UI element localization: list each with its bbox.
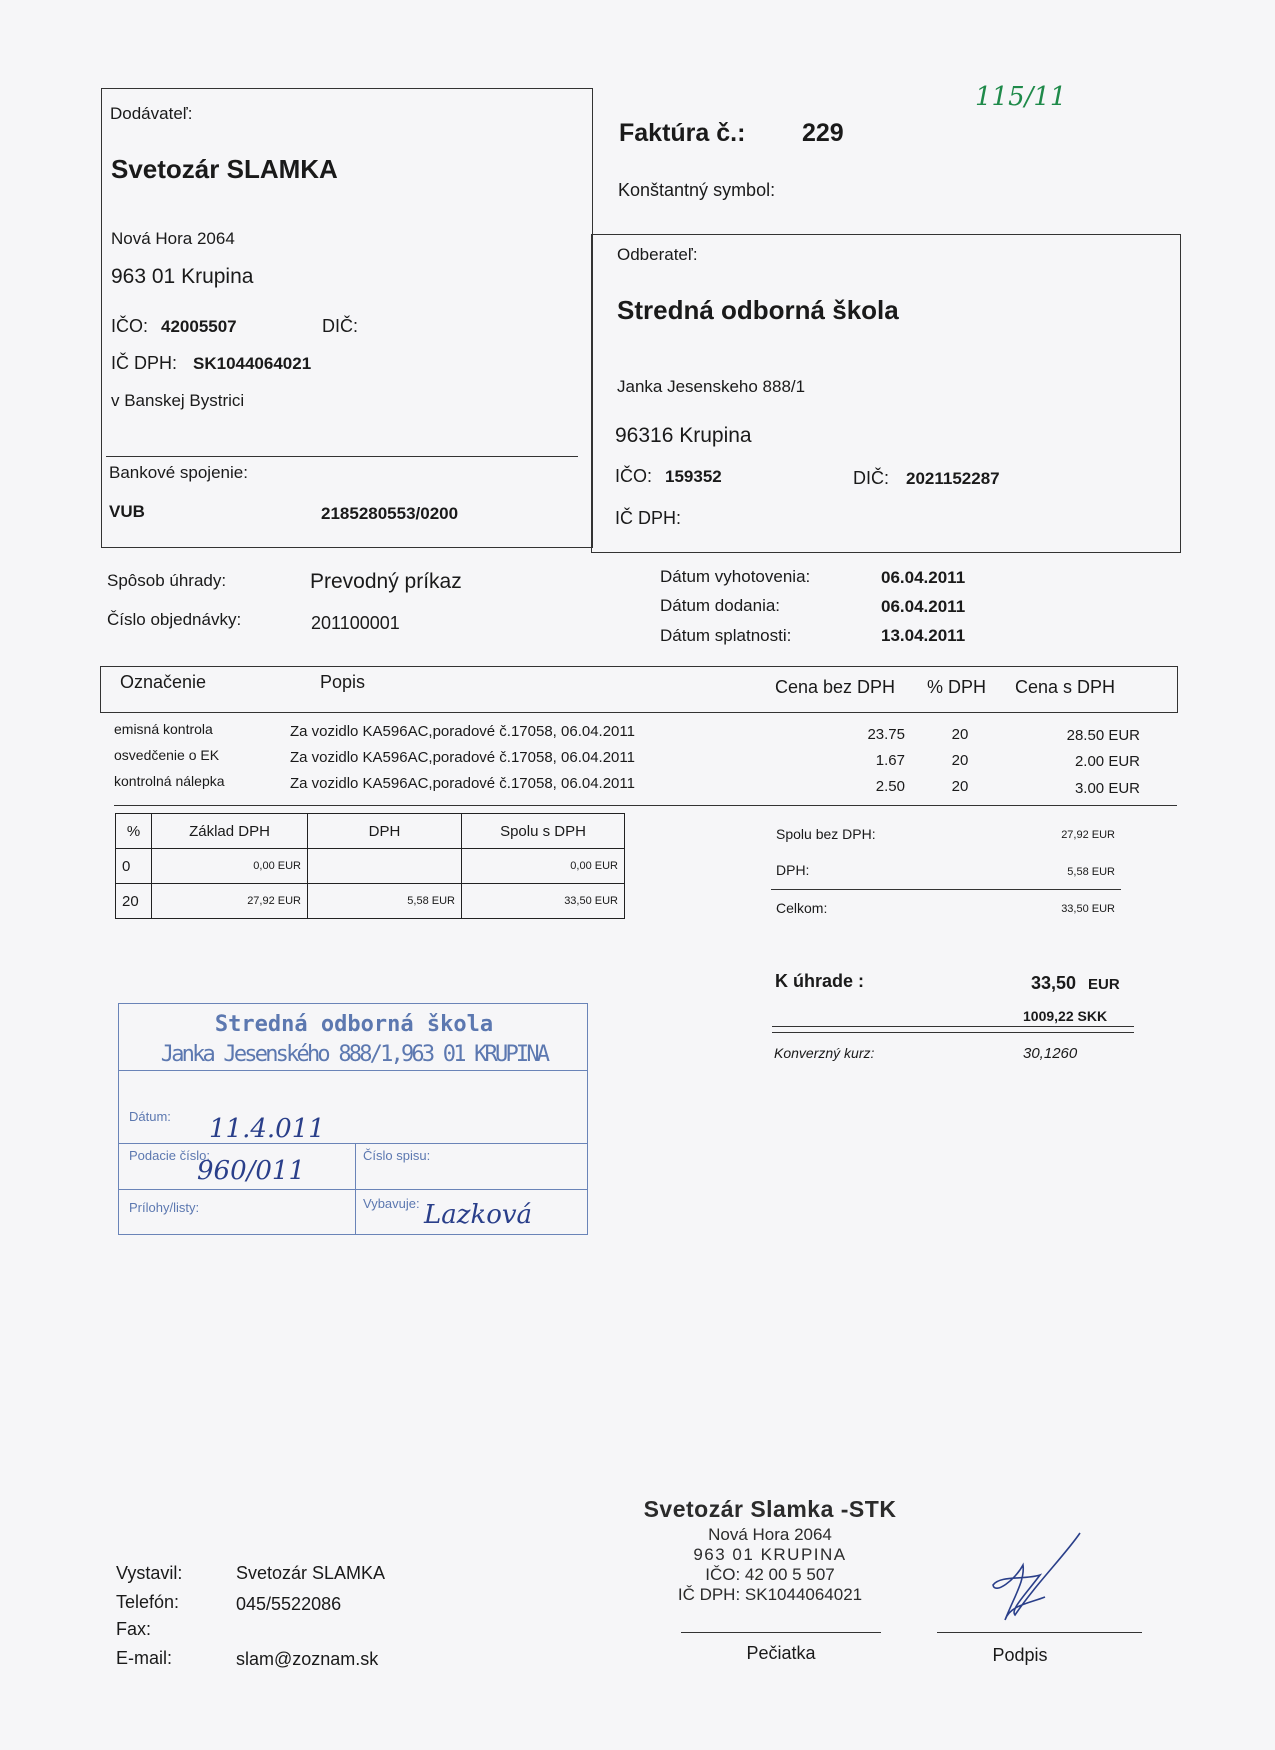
vat-total-label: DPH: (776, 862, 810, 878)
customer-street: Janka Jesenskeho 888/1 (617, 377, 806, 396)
net-total: 27,92 EUR (1061, 829, 1115, 841)
issued-by-label: Vystavil: (116, 1563, 183, 1583)
order-number-label: Číslo objednávky: (107, 610, 242, 629)
delivery-date: 06.04.2011 (881, 597, 966, 616)
supplier-label: Dodávateľ: (110, 104, 193, 123)
vat-header-pct: % (116, 814, 152, 849)
amount-due-label: K úhrade : (775, 971, 865, 991)
bank-name: VUB (109, 502, 145, 521)
item-desc: Za vozidlo KA596AC,poradové č.17058, 06.04.2011 (290, 749, 635, 766)
email: slam@zoznam.sk (236, 1649, 379, 1669)
supplier-ico-label: IČO: (111, 316, 149, 336)
vat-row-pct: 20 (116, 884, 152, 919)
signature-mark (985, 1525, 1085, 1630)
customer-dic-label: DIČ: (853, 468, 889, 488)
seal-icdph: IČ DPH: SK1044064021 (677, 1585, 863, 1604)
conversion-rate: 30,1260 (1023, 1045, 1078, 1062)
signature-line (937, 1632, 1142, 1633)
customer-name: Stredná odborná škola (617, 295, 899, 325)
seal-ico: IČO: 42 00 5 507 (705, 1565, 835, 1584)
stamp-reg-label: Podacie číslo: (129, 1148, 210, 1163)
amount-due-currency: EUR (1088, 976, 1120, 993)
customer-dic: 2021152287 (906, 469, 1000, 488)
payment-method-label: Spôsob úhrady: (107, 571, 227, 590)
bank-label: Bankové spojenie: (109, 463, 248, 482)
invoice-label: Faktúra č.: (619, 119, 746, 147)
item-code: osvedčenie o EK (114, 747, 220, 763)
supplier-registry: v Banskej Bystrici (111, 391, 245, 410)
seal-name: Svetozár Slamka -STK (643, 1496, 897, 1522)
supplier-street: Nová Hora 2064 (111, 229, 235, 248)
supplier-name: Svetozár SLAMKA (111, 154, 338, 184)
stamp-file-label: Číslo spisu: (363, 1148, 431, 1163)
conversion-rate-label: Konverzný kurz: (774, 1045, 875, 1061)
items-header-desc: Popis (320, 672, 366, 692)
vat-table-header (116, 814, 625, 849)
items-header-vat: % DPH (927, 677, 987, 697)
vat-row-pct: 0 (116, 849, 152, 884)
vat-summary-table (115, 813, 625, 919)
item-desc: Za vozidlo KA596AC,poradové č.17058, 06.04.2011 (290, 723, 635, 740)
email-label: E-mail: (116, 1648, 173, 1668)
stamp-date-label: Dátum: (129, 1109, 171, 1124)
table-row (116, 849, 625, 884)
signature-caption: Podpis (992, 1645, 1048, 1665)
item-net: 2.50 (875, 778, 905, 795)
item-vat: 20 (951, 752, 969, 769)
stamp-date-value: 11.4.011 (209, 1114, 325, 1144)
stamp-attach-label: Prílohy/listy: (129, 1200, 200, 1215)
supplier-ico: 42005507 (161, 317, 237, 336)
supplier-divider (106, 456, 578, 457)
vat-row-vat: 5,58 EUR (308, 884, 462, 919)
items-header-net: Cena bez DPH (775, 677, 896, 697)
stamp-signature-line (681, 1632, 881, 1633)
table-row (116, 884, 625, 919)
item-net: 23.75 (867, 726, 905, 743)
supplier-dic-label: DIČ: (322, 316, 358, 336)
order-number: 201100001 (311, 613, 400, 633)
item-net: 1.67 (875, 752, 905, 769)
due-date-label: Dátum splatnosti: (660, 626, 792, 645)
item-desc: Za vozidlo KA596AC,poradové č.17058, 06.04.2011 (290, 775, 635, 792)
seal-street: Nová Hora 2064 (708, 1525, 832, 1544)
invoice-number: 229 (802, 119, 844, 147)
item-gross: 28.50 EUR (1066, 727, 1140, 744)
supplier-city: 963 01 Krupina (111, 265, 254, 288)
delivery-date-label: Dátum dodania: (660, 596, 781, 615)
supplier-icdph-label: IČ DPH: (111, 353, 178, 373)
stamp-divider (119, 1143, 587, 1144)
customer-ico: 159352 (665, 467, 722, 486)
stamp-line-2: Janka Jesenského 888/1,963 01 KRUPINA (160, 1042, 548, 1067)
vat-row-total: 0,00 EUR (462, 849, 625, 884)
items-bottom-line (114, 805, 1177, 806)
phone-label: Telefón: (116, 1592, 180, 1612)
due-double-line-1 (772, 1026, 1134, 1027)
stamp-reg-value: 960/011 (197, 1156, 306, 1186)
item-gross: 2.00 EUR (1074, 753, 1140, 770)
due-double-line-2 (772, 1032, 1134, 1033)
vat-row-base: 27,92 EUR (152, 884, 308, 919)
item-gross: 3.00 EUR (1074, 780, 1140, 797)
due-date: 13.04.2011 (881, 626, 966, 645)
phone: 045/5522086 (236, 1594, 342, 1614)
fax-label: Fax: (116, 1619, 152, 1639)
registry-stamp (118, 1003, 588, 1235)
stamp-handler-label: Vybavuje: (363, 1196, 420, 1211)
item-vat: 20 (951, 726, 969, 743)
vat-header-total: Spolu s DPH (462, 814, 625, 849)
bank-account: 2185280553/0200 (321, 504, 459, 523)
vat-header-vat: DPH (308, 814, 462, 849)
company-seal (620, 1496, 920, 1605)
vat-row-vat (308, 849, 462, 884)
item-code: kontrolná nálepka (114, 773, 225, 789)
item-code: emisná kontrola (114, 721, 213, 737)
issued-by: Svetozár SLAMKA (236, 1563, 386, 1583)
vat-header-base: Základ DPH (152, 814, 308, 849)
grand-total-label: Celkom: (776, 900, 828, 916)
supplier-icdph: SK1044064021 (193, 354, 312, 373)
items-header-gross: Cena s DPH (1015, 677, 1116, 697)
customer-ico-label: IČO: (615, 466, 653, 486)
constant-symbol-label: Konštantný symbol: (618, 180, 776, 200)
stamp-caption: Pečiatka (746, 1643, 816, 1663)
issue-date-label: Dátum vyhotovenia: (660, 567, 811, 586)
customer-icdph-label: IČ DPH: (615, 508, 682, 528)
vat-row-total: 33,50 EUR (462, 884, 625, 919)
totals-divider (771, 889, 1121, 890)
vat-row-base: 0,00 EUR (152, 849, 308, 884)
customer-label: Odberateľ: (617, 245, 698, 264)
grand-total: 33,50 EUR (1061, 903, 1115, 915)
handwritten-reference: 115/11 (975, 82, 1067, 112)
stamp-handler-value: Lazková (424, 1200, 533, 1230)
stamp-divider (119, 1189, 587, 1190)
items-header-code: Označenie (120, 672, 207, 692)
amount-due-skk: 1009,22 SKK (1023, 1008, 1108, 1024)
customer-city: 96316 Krupina (615, 424, 752, 447)
stamp-line-1: Stredná odborná škola (214, 1012, 494, 1037)
seal-city: 963 01 KRUPINA (693, 1545, 847, 1564)
amount-due: 33,50 (1031, 973, 1077, 993)
stamp-divider (119, 1070, 587, 1071)
net-total-label: Spolu bez DPH: (776, 826, 876, 842)
payment-method: Prevodný príkaz (310, 570, 462, 593)
issue-date: 06.04.2011 (881, 568, 966, 587)
item-vat: 20 (951, 778, 969, 795)
vat-total: 5,58 EUR (1067, 866, 1115, 878)
